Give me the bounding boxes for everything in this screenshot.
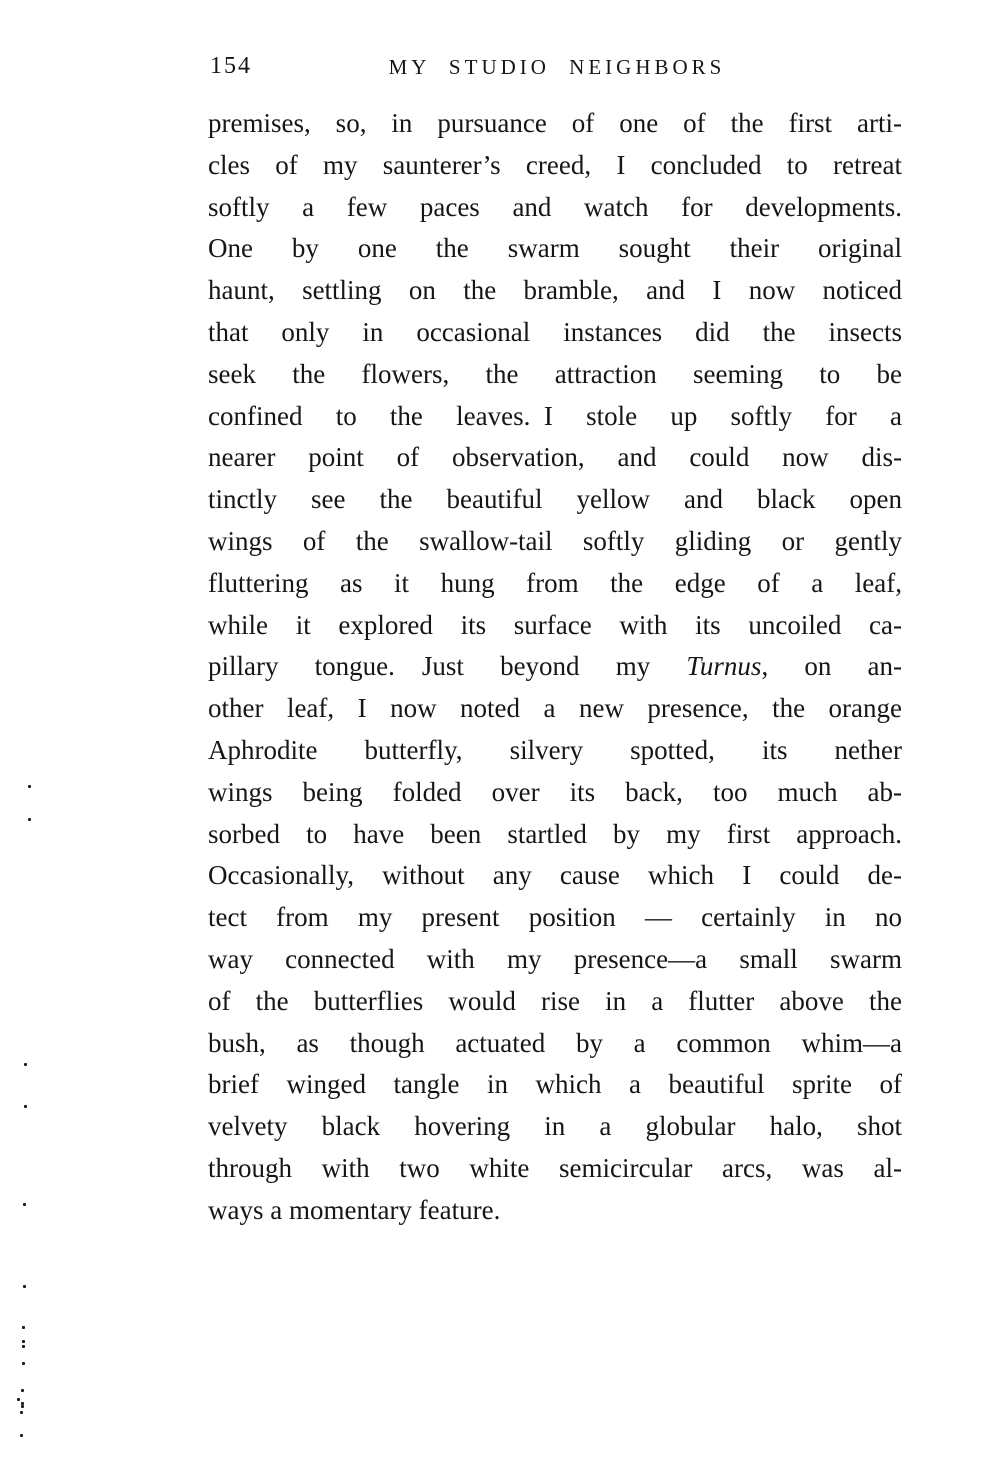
species-name-italic: Turnus [686,651,762,682]
body-text-line: other leaf, I now noted a new presence, the orange [208,693,902,724]
body-text-line: nearer point of observation, and could now dis- [208,442,902,473]
scan-speckle [22,1340,25,1343]
text-segment: pillary tongue. Just beyond my [208,651,687,682]
body-text-line: softly a few paces and watch for developments. [208,191,902,222]
scan-speckle [23,1285,26,1288]
body-text-line: of the butterflies would rise in a flutter above the [208,985,902,1016]
body-text-line: tinctly see the beautiful yellow and black open [208,484,902,515]
body-text-line: ways a momentary feature. [208,1194,501,1225]
body-text-line: confined to the leaves. I stole up softly for a [208,400,902,431]
body-text-line: sorbed to have been startled by my first approach. [208,818,902,849]
body-text-line: fluttering as it hung from the edge of a leaf, [208,567,902,598]
body-text-line: haunt, settling on the bramble, and I now noticed [208,275,902,306]
body-text-line: wings being folded over its back, too much ab- [208,776,902,807]
scan-speckle [21,1389,24,1392]
scan-speckle [22,1362,25,1365]
body-text-line: premises, so, in pursuance of one of the first arti- [208,108,902,138]
scan-speckle [24,1105,27,1108]
body-text-line: cles of my saunterer’s creed, I concluded to retreat [208,149,902,180]
body-text-line: wings of the swallow-tail softly gliding or gently [208,525,902,556]
running-header-title: MY STUDIO NEIGHBORS [388,55,726,79]
body-text-block [208,103,902,1232]
scan-speckle [28,818,31,821]
body-text-line: Aphrodite butterfly, silvery spotted, its nether [208,734,902,765]
page-number: 154 [210,53,252,79]
scan-speckle [20,1411,23,1414]
scan-speckle [17,1398,20,1401]
body-text-line-with-italic [208,646,902,688]
body-text-line: while it explored its surface with its uncoiled ca- [208,609,902,640]
body-text-line: velvety black hovering in a globular halo, shot [208,1111,902,1142]
scan-speckle [22,1326,25,1329]
body-text-line: One by one the swarm sought their original [208,233,902,264]
scan-speckle [21,1405,24,1408]
body-text-line: Occasionally, without any cause which I could de- [208,860,902,891]
scan-speckle [23,1203,26,1206]
scan-speckle [24,1063,27,1066]
body-text-line: way connected with my presence—a small swarm [208,943,902,974]
body-text-line: through with two white semicircular arcs, was al- [208,1152,902,1183]
scan-speckle [28,785,31,788]
text-segment: , on an- [761,651,902,682]
body-text-line: bush, as though actuated by a common whim—a [208,1027,902,1058]
body-text-line: seek the flowers, the attraction seeming to be [208,358,902,389]
scan-speckle [20,1434,23,1437]
body-text-line: that only in occasional instances did the insects [208,316,902,347]
scan-speckle [22,1345,25,1348]
body-text-line: brief winged tangle in which a beautiful sprite of [208,1069,902,1100]
body-text-line: tect from my present position — certainly in no [208,902,902,933]
